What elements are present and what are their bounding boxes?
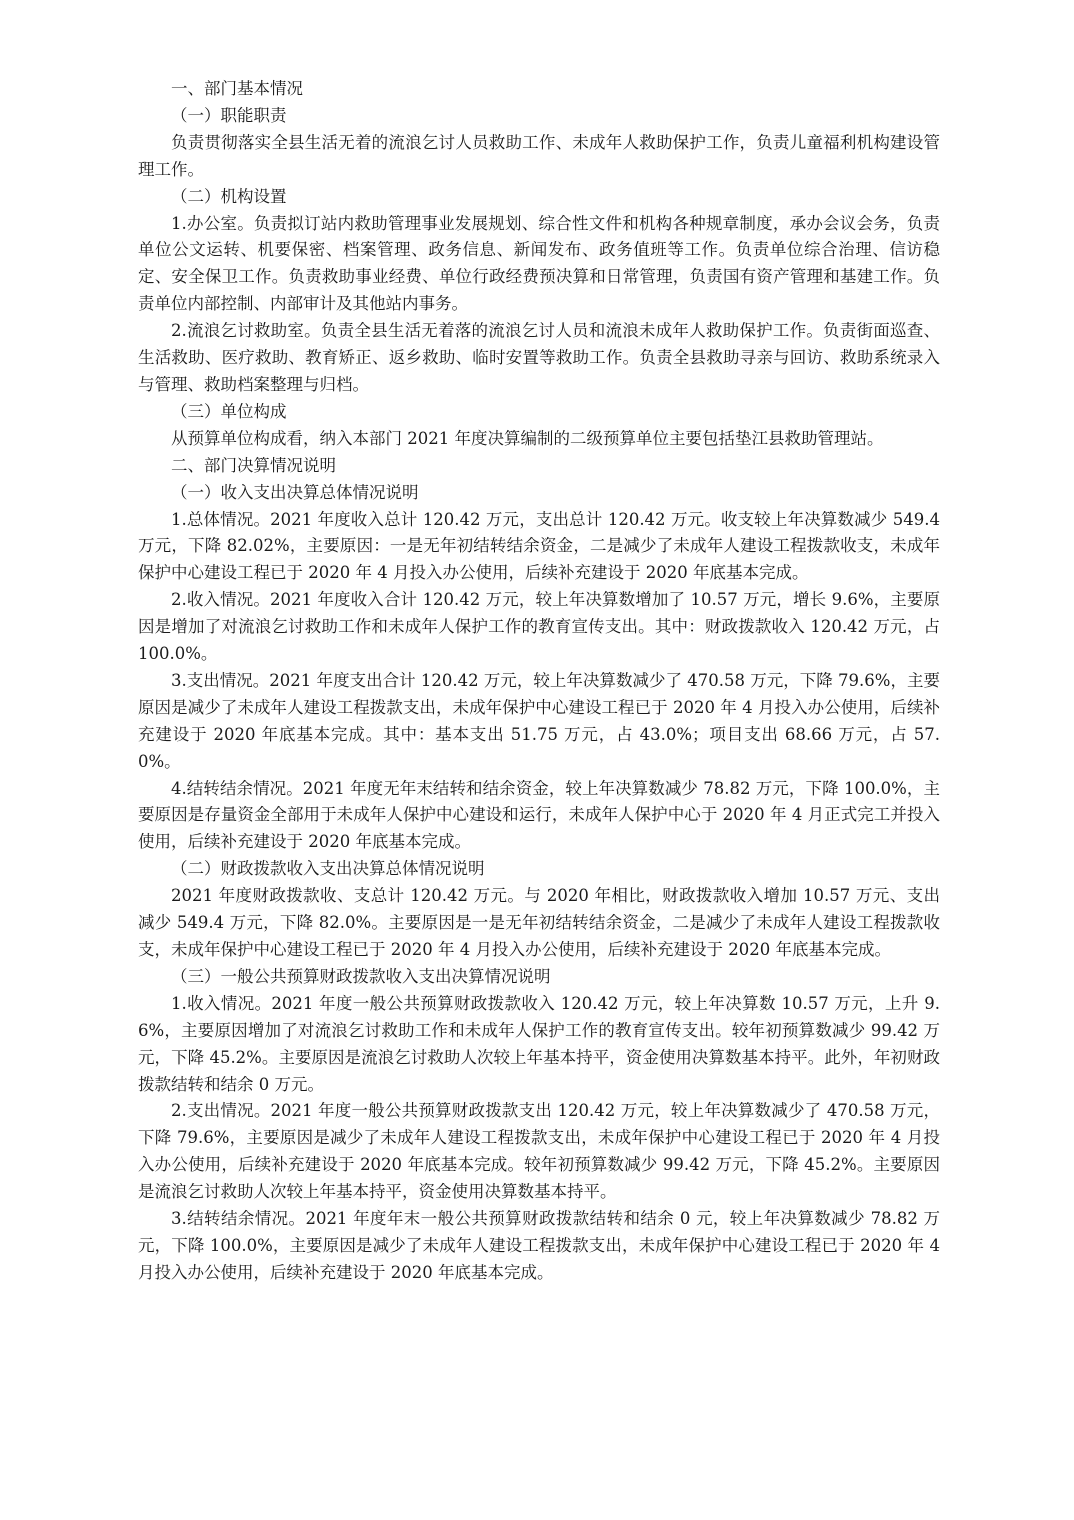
subheading-fiscal-allocation: （二）财政拨款收入支出决算总体情况说明 [171,859,485,879]
paragraph-unit-composition: 从预算单位构成看，纳入本部门 2021 年度决算编制的二级预算单位主要包括垫江县救助管理站。 [171,428,884,448]
paragraph-office: 1.办公室。负责拟订站内救助管理事业发展规划、综合性文件和机构各种规章制度，承办会议会务，负责单位公文运转、机要保密、档案管理、政务信息、新闻发布、政务值班等工作。负责单位综合治理、信访稳定、安全保卫工作。负责救助事业经费、单位行政经费预决算和日常管理，负责国有资产管理和基建工作。负责单位内部控制、内部审计及其他站内事务。 [138,213,940,314]
paragraph-income: 2.收入情况。2021 年度收入合计 120.42 万元，较上年决算数增加了 10.57 万元，增长 9.6%，主要原因是增加了对流浪乞讨救助工作和未成年人保护工作的教育宣传支出。其中：财政拨款收入 120.42 万元，占 100.0%。 [138,590,940,664]
subheading-general-public-budget: （三）一般公共预算财政拨款收入支出决算情况说明 [171,966,551,986]
paragraph-relief-room: 2.流浪乞讨救助室。负责全县生活无着落的流浪乞讨人员和流浪未成年人救助保护工作。负责街面巡查、生活救助、医疗救助、教育矫正、返乡救助、临时安置等救助工作。负责全县救助寻亲与回访、救助系统录入与管理、救助档案整理与归档。 [138,321,940,394]
paragraph-fiscal-allocation: 2021 年度财政拨款收、支总计 120.42 万元。与 2020 年相比，财政拨款收入增加 10.57 万元、支出减少 549.4 万元，下降 82.0%。主要原因是一是无年初结转结余资金，二是减少了未成年人建设工程拨款收支，未成年保护中心建设工程已于 2020 年 4 月投入办公使用，后续补充建设于 2020 年底基本完成。 [138,886,940,959]
paragraph-carryover: 4.结转结余情况。2021 年度无年末结转和结余资金，较上年决算数减少 78.82 万元，下降 100.0%，主要原因是存量资金全部用于未成年人保护中心建设和运行，未成年人保护中心于 2020 年 4 月正式完工并投入使用，后续补充建设于 2020 年底基本完成。 [138,778,940,852]
paragraph-gpb-carryover: 3.结转结余情况。2021 年度年末一般公共预算财政拨款结转和结余 0 元，较上年决算数减少 78.82 万元，下降 100.0%，主要原因是减少了未成年人建设工程拨款支出，未成年保护中心建设工程已于 2020 年 4 月投入办公使用，后续补充建设于 2020 年底基本完成。 [138,1209,940,1282]
subheading-income-expense-overview: （一）收入支出决算总体情况说明 [171,482,419,502]
section-heading-final-accounts: 二、部门决算情况说明 [171,455,336,475]
document-page [138,76,940,1287]
subheading-duties: （一）职能职责 [171,105,287,125]
section-heading-basic-info: 一、部门基本情况 [171,79,303,98]
paragraph-gpb-expense: 2.支出情况。2021 年度一般公共预算财政拨款支出 120.42 万元，较上年决算数减少了 470.58 万元，下降 79.6%，主要原因是减少了未成年人建设工程拨款支出，未成年保护中心建设工程已于 2020 年 4 月投入办公使用，后续补充建设于 2020 年底基本完成。较年初预算数减少 99.42 万元，下降 45.2%。主要原因是流浪乞讨救助人次较上年基本持平，资金使用决算数基本持平。 [138,1101,940,1202]
paragraph-overall: 1.总体情况。2021 年度收入总计 120.42 万元，支出总计 120.42 万元。收支较上年决算数减少 549.4 万元，下降 82.02%，主要原因：一是无年初结转结余资金，二是减少了未成年人建设工程拨款收支，未成年保护中心建设工程已于 2020 年 4 月投入办公使用，后续补充建设于 2020 年底基本完成。 [138,509,940,583]
subheading-organization: （二）机构设置 [171,186,287,206]
subheading-unit-composition: （三）单位构成 [171,401,287,421]
paragraph-duties: 负责贯彻落实全县生活无着的流浪乞讨人员救助工作、未成年人救助保护工作，负责儿童福利机构建设管理工作。 [138,132,940,179]
paragraph-gpb-income: 1.收入情况。2021 年度一般公共预算财政拨款收入 120.42 万元，较上年决算数 10.57 万元，上升 9.6%，主要原因增加了对流浪乞讨救助工作和未成年人保护工作的教育宣传支出。较年初预算数减少 99.42 万元，下降 45.2%。主要原因是流浪乞讨救助人次较上年基本持平，资金使用决算数基本持平。此外，年初财政拨款结转和结余 0 万元。 [138,993,940,1094]
paragraph-expense: 3.支出情况。2021 年度支出合计 120.42 万元，较上年决算数减少了 470.58 万元，下降 79.6%，主要原因是减少了未成年人建设工程拨款支出，未成年保护中心建设工程已于 2020 年 4 月投入办公使用，后续补充建设于 2020 年底基本完成。其中：基本支出 51.75 万元，占 43.0%；项目支出 68.66 万元，占 57.0%。 [138,670,940,771]
